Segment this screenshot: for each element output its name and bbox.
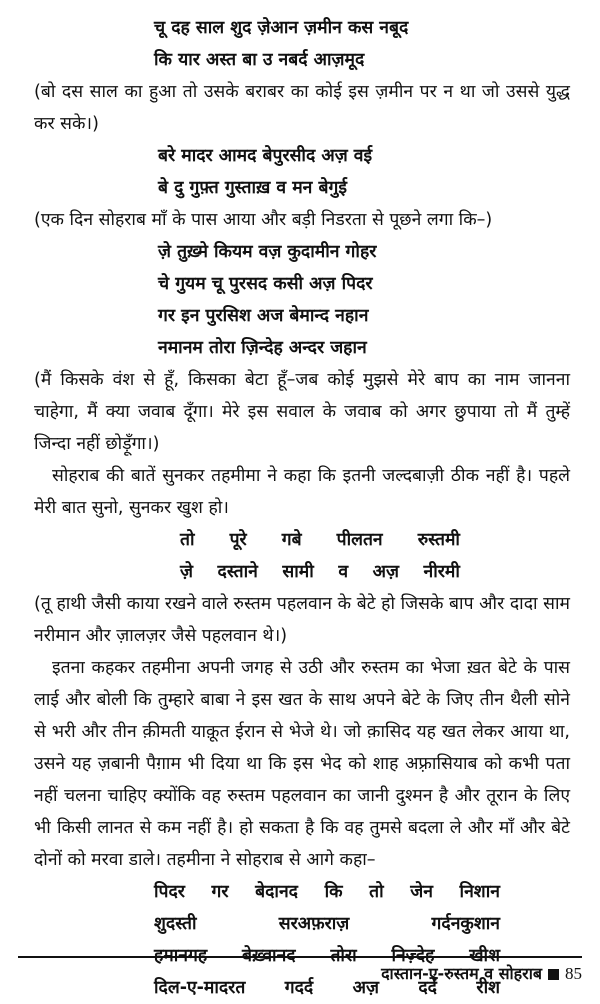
verse-word: निज़्देह xyxy=(391,946,435,966)
running-title: दास्तान-ए-रुस्तम व सोहराब xyxy=(381,964,542,983)
page-number: 85 xyxy=(565,964,582,983)
verse-word: हमानगह xyxy=(154,946,208,966)
verse-word: बेदानद xyxy=(255,882,298,902)
verse-word: दिल-ए-मादरत xyxy=(154,978,246,998)
verse-word: सरअफ़राज़ xyxy=(278,914,350,934)
verse-word: तो xyxy=(369,882,384,902)
verse-line: नमानम तोरा ज़िन्देह अन्दर जहान xyxy=(158,338,367,358)
verse-word: सामी xyxy=(282,562,314,582)
verse-word: जेन xyxy=(410,882,433,902)
verse-word: दस्ताने xyxy=(217,562,258,582)
verse-word: गबे xyxy=(281,530,302,550)
verse-word: व xyxy=(338,562,349,582)
verse-word: खीश xyxy=(469,946,500,966)
verse-word: तोरा xyxy=(330,946,357,966)
verse-word: रीश xyxy=(476,978,500,998)
paragraph: (तू हाथी जैसी काया रखने वाले रुस्तम पहलवान के बेटे हो जिसके बाप और दादा साम नरीमान और ज़ालज़र जैसे पहलवान थे।) xyxy=(34,594,570,646)
verse-word: बेख़्वानद xyxy=(242,946,296,966)
verse-line xyxy=(34,908,570,940)
verse-word: तो xyxy=(180,530,195,550)
verse-word: गर्दनकुशान xyxy=(431,914,500,934)
verse-word: रुस्तमी xyxy=(417,530,460,550)
page-footer xyxy=(18,956,582,984)
paragraph: इतना कहकर तहमीना अपनी जगह से उठी और रुस्तम का भेजा ख़त बेटे के पास लाई और बोली कि तुम्हारे बाबा ने इस खत के साथ अपने बेटे के जिए तीन थैली सोने से भरी और तीन क़ीमती याक़ूत ईरान से भेजे थे। जो क़ासिद यह खत लेकर आया था, उसने यह ज़बानी पैग़ाम भी दिया था कि इस भेद को शाह अफ़्रासियाब को कभी पता नहीं चलना चाहिए क्योंकि वह रुस्तम पहलवान का जानी दुश्मन है और तूरान के लिए भी किसी लानत से कम नहीं है। हो सकता है कि वह तुमसे बदला ले और माँ और बेटे दोनों को मरवा डाले। तहमीना ने सोहराब से आगे कहा– xyxy=(34,658,570,870)
verse-word: पिदर xyxy=(154,882,185,902)
paragraph: (बो दस साल का हुआ तो उसके बराबर का कोई इस ज़मीन पर न था जो उससे युद्ध कर सके।) xyxy=(34,82,570,134)
verse-word: शुदस्ती xyxy=(154,914,197,934)
paragraph: सोहराब की बातें सुनकर तहमीमा ने कहा कि इतनी जल्दबाज़ी ठीक नहीं है। पहले मेरी बात सुनो, सुनकर खुश हो। xyxy=(34,466,570,518)
verse-word: कि xyxy=(324,882,343,902)
verse-word: पीलतन xyxy=(336,530,383,550)
verse-line xyxy=(34,556,570,588)
verse-word: अज़ xyxy=(372,562,399,582)
square-bullet-icon xyxy=(548,969,559,980)
paragraph: (मैं किसके वंश से हूँ, किसका बेटा हूँ–जब कोई मुझसे मेरे बाप का नाम जानना चाहेगा, मैं क्या जवाब दूँगा। मेरे इस सवाल के जवाब को अगर छुपाया तो मैं तुम्हें जिन्दा नहीं छोड़ूँगा।) xyxy=(34,370,570,454)
verse-word: नीरमी xyxy=(423,562,460,582)
verse-word: ज़े xyxy=(180,562,193,582)
verse-word: निशान xyxy=(459,882,500,902)
verse-line xyxy=(34,524,570,556)
verse-word: पूरे xyxy=(229,530,247,550)
verse-line: बरे मादर आमद बेपुरसीद अज़ वई xyxy=(158,146,373,166)
verse-word: गदर्द xyxy=(284,978,314,998)
verse-line: चे गुयम चू पुरसद कसी अज़ पिदर xyxy=(158,274,373,294)
verse-line xyxy=(34,876,570,908)
verse-line: गर इन पुरसिश अज बेमान्द नहान xyxy=(158,306,369,326)
verse-word: अज़ xyxy=(352,978,379,998)
verse-line: कि यार अस्त बा उ नबर्द आज़मूद xyxy=(154,50,365,70)
paragraph: (एक दिन सोहराब माँ के पास आया और बड़ी निडरता से पूछने लगा कि–) xyxy=(34,210,493,230)
verse-word: गर xyxy=(211,882,229,902)
verse-line: चू दह साल शुद ज़ेआन ज़मीन कस नबूद xyxy=(154,18,409,38)
page-body xyxy=(34,12,570,1004)
verse-line: ज़े तुख़्मे कियम वज़ कुदामीन गोहर xyxy=(158,242,377,262)
verse-word: दर्दे xyxy=(418,978,437,998)
verse-line: बे दु गुफ़्त गुस्ताख़ व मन बेगुई xyxy=(158,178,347,198)
